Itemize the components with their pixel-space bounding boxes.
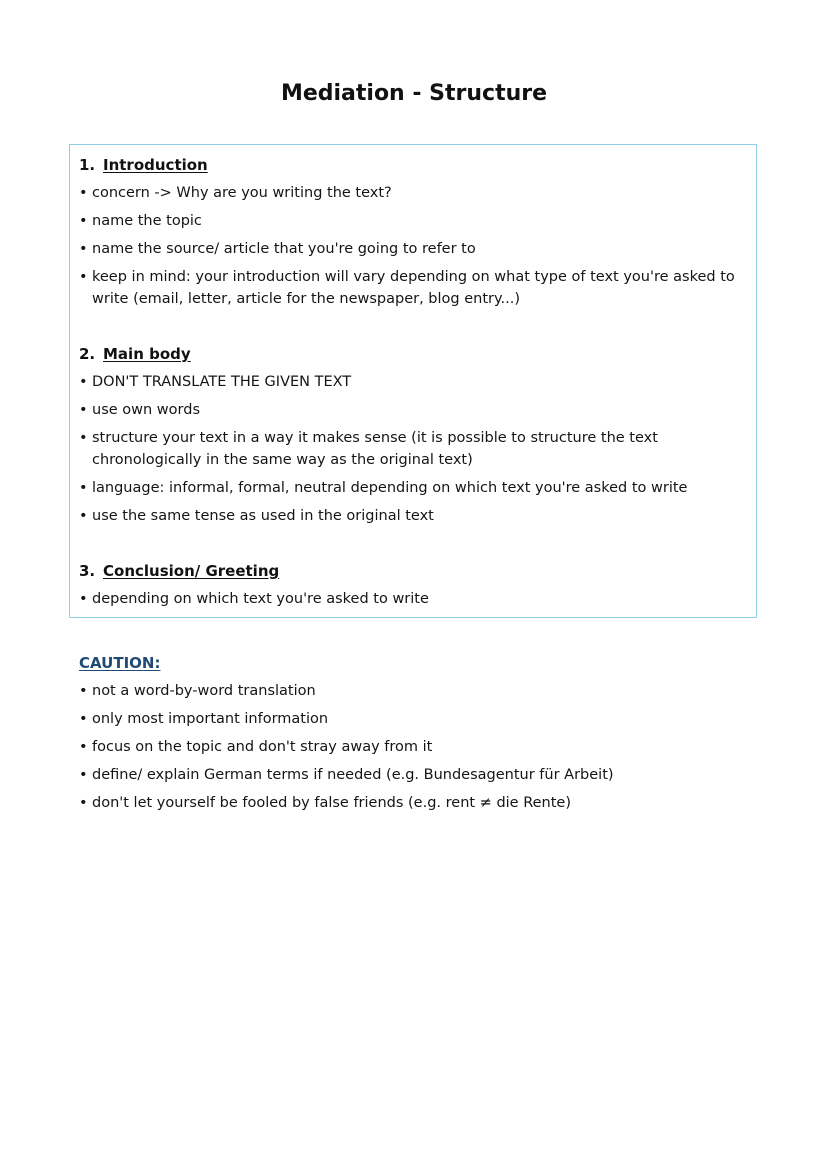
section-number: 3. [79, 562, 96, 580]
bullet-list [79, 182, 749, 310]
list-item [79, 588, 749, 610]
section-heading [79, 343, 749, 365]
bullet-icon: • [79, 374, 88, 390]
list-item [79, 238, 749, 260]
bullet-list [79, 371, 749, 527]
bullet-icon: • [79, 591, 88, 607]
section-title: Main body [103, 345, 191, 363]
bullet-icon: • [79, 269, 88, 285]
section-conclusion [79, 560, 749, 610]
list-item [79, 505, 749, 527]
section-title: Introduction [103, 156, 208, 174]
list-item-text: define/ explain German terms if needed (e.g. Bundesagentur für Arbeit) [92, 767, 614, 783]
list-item-text: depending on which text you're asked to write [92, 591, 429, 607]
list-item-text: focus on the topic and don't stray away from it [92, 739, 433, 755]
list-item [79, 371, 749, 393]
bullet-icon: • [79, 430, 88, 446]
list-item-text: concern -> Why are you writing the text? [92, 185, 392, 201]
list-item-text: language: informal, formal, neutral depending on which text you're asked to write [92, 480, 688, 496]
bullet-icon: • [79, 767, 88, 783]
bullet-icon: • [79, 480, 88, 496]
bullet-icon: • [79, 739, 88, 755]
section-introduction [79, 154, 749, 310]
section-heading [79, 560, 749, 582]
bullet-icon: • [79, 508, 88, 524]
list-item-text: DON'T TRANSLATE THE GIVEN TEXT [92, 374, 352, 390]
caution-section [79, 652, 749, 814]
bullet-icon: • [79, 241, 88, 257]
list-item [79, 427, 749, 471]
list-item-text: don't let yourself be fooled by false friends (e.g. rent ≠ die Rente) [92, 795, 572, 811]
list-item-text: use own words [92, 402, 200, 418]
bullet-icon: • [79, 711, 88, 727]
list-item [79, 792, 749, 814]
list-item [79, 477, 749, 499]
page-title: Mediation - Structure [280, 81, 548, 106]
section-number: 2. [79, 345, 96, 363]
bullet-icon: • [79, 213, 88, 229]
list-item-text: name the source/ article that you're going to refer to [92, 241, 476, 257]
list-item [79, 399, 749, 421]
list-item-text: name the topic [92, 213, 202, 229]
list-item-text: use the same tense as used in the original text [92, 508, 434, 524]
caution-heading: CAUTION: [79, 654, 161, 672]
list-item [79, 736, 749, 758]
bullet-icon: • [79, 795, 88, 811]
bullet-list [79, 588, 749, 610]
bullet-icon: • [79, 402, 88, 418]
bullet-icon: • [79, 185, 88, 201]
list-item-text: only most important information [92, 711, 329, 727]
section-title: Conclusion/ Greeting [103, 562, 280, 580]
section-main-body [79, 343, 749, 527]
list-item-text: not a word-by-word translation [92, 683, 316, 699]
section-heading [79, 154, 749, 176]
list-item-text: keep in mind: your introduction will vary depending on what type of text you're asked to write (email, letter, article for the newspaper, blog entry...) [92, 269, 735, 307]
bullet-icon: • [79, 683, 88, 699]
list-item [79, 182, 749, 204]
list-item [79, 680, 749, 702]
list-item [79, 210, 749, 232]
bullet-list [79, 680, 749, 814]
section-number: 1. [79, 156, 96, 174]
list-item [79, 764, 749, 786]
list-item [79, 266, 749, 310]
list-item-text: structure your text in a way it makes sense (it is possible to structure the text chronologically in the same way as the original text) [92, 430, 658, 468]
list-item [79, 708, 749, 730]
